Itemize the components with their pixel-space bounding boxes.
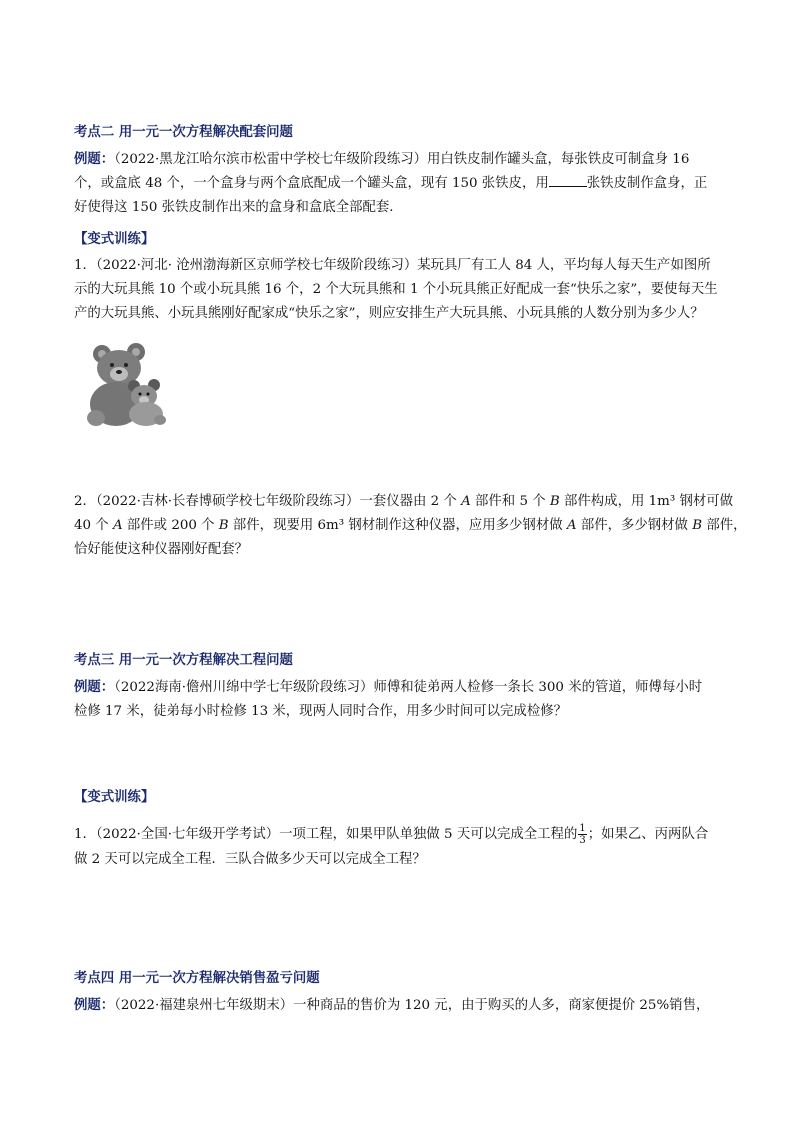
teddy-bear-image	[86, 342, 168, 428]
answer-blank[interactable]	[549, 172, 587, 187]
example-label: 例题：	[74, 998, 115, 1013]
example-2-line-3: 好使得这 150 张铁皮制作出来的盒身和盒底全部配套．	[74, 200, 403, 215]
problem-2-1: 1．（2022·河北· 沧州渤海新区京师学校七年级阶段练习）某玩具厂有工人 84 人，平均每人每天生产如图所 示的大玩具熊 10 个或小玩具熊 16 个，2 个大玩具熊和 1 个小玩具熊正好配成一套“快乐之家”，要使每天生 产的大玩具熊、小玩具熊刚好配家成“快乐之家”，则应安排生产大玩具熊、小玩具熊的人数分别为多少人？	[74, 258, 718, 321]
example-label: 例题：	[74, 680, 115, 695]
problem-2-2: 2．（2022·吉林·长春博硕学校七年级阶段练习）一套仪器由 2 个 A 部件和 5 个 B 部件构成，用 1m³ 钢材可做 40 个 A 部件或 200 个 B 部件，现要用 6m³ 钢材制作这种仪器，应用多少钢材做 A 部件，多少钢材做 B 部件， 恰好能使这种仪器刚好配套？	[74, 494, 747, 557]
problem-3-1: 1．（2022·全国·七年级开学考试）一项工程，如果甲队单独做 5 天可以完成全工程的 $\frac{1}{3}$ ；如果乙、丙两队合 做 2 天可以完成全工程．三队合做多少天可以完成全工程？	[74, 823, 709, 867]
example-2-line-2: 个，或盒底 48 个，一个盒身与两个盒底配成一个罐头盒，现有 150 张铁皮，用 张铁皮制作盒身，正	[74, 172, 724, 196]
example-4: 例题：（2022·福建泉州七年级期末）一种商品的售价为 120 元，由于购买的人多，商家便提价 25%销售，	[74, 998, 710, 1013]
section-heading-2: 考点二 用一元一次方程解决配套问题	[74, 125, 293, 140]
section-heading-4: 考点四 用一元一次方程解决销售盈亏问题	[74, 971, 320, 986]
variant-training-heading-3: 【变式训练】	[74, 790, 155, 805]
example-2	[74, 148, 724, 220]
example-2-line-1: 例题：（2022·黑龙江哈尔滨市松雷中学校七年级阶段练习）用白铁皮制作罐头盒，每张铁皮可制盒身 16	[74, 152, 690, 167]
section-heading-3: 考点三 用一元一次方程解决工程问题	[74, 653, 293, 668]
variant-training-heading-2: 【变式训练】	[74, 232, 155, 247]
fraction: $\frac{1}{3}$	[579, 823, 586, 846]
example-3: 例题：（2022海南·儋州川绵中学七年级阶段练习）师傅和徒弟两人检修一条长 300 米的管道，师傅每小时 检修 17 米，徒弟每小时检修 13 米，现两人同时合作，用多少时间可以完成检修？	[74, 680, 703, 719]
example-label: 例题：	[74, 152, 115, 167]
